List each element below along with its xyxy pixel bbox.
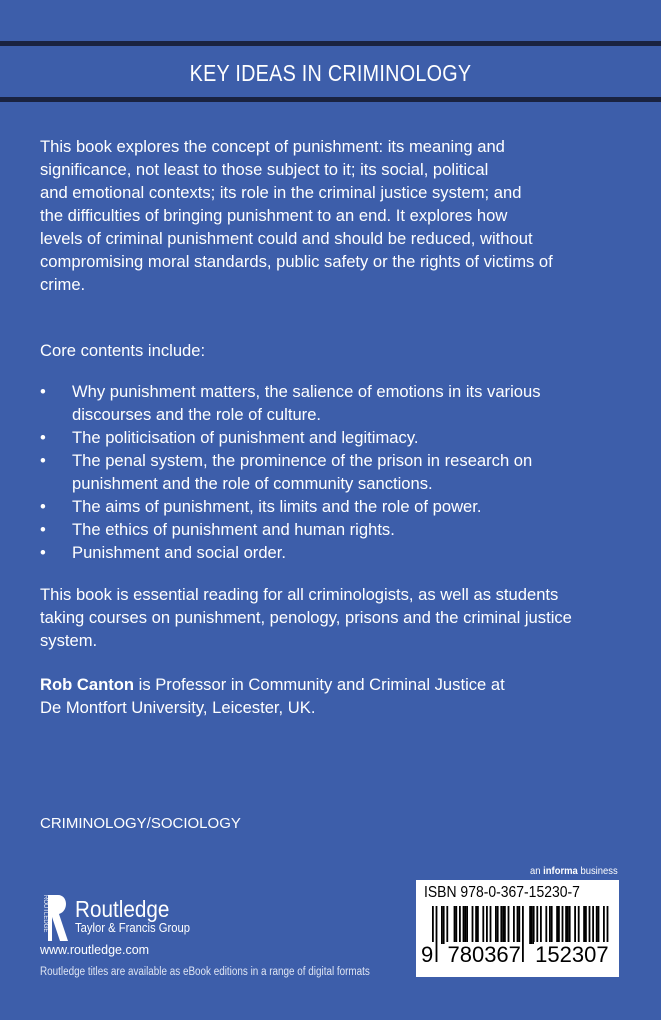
publisher-url[interactable]: www.routledge.com bbox=[40, 943, 150, 957]
top-rule bbox=[0, 41, 661, 46]
barcode-bar bbox=[441, 906, 443, 944]
barcode-bar bbox=[562, 906, 564, 944]
bullet-marker: • bbox=[40, 382, 46, 401]
routledge-logo-icon bbox=[38, 893, 72, 950]
barcode-bar bbox=[455, 906, 457, 944]
barcode-bar bbox=[490, 906, 492, 944]
intro-line: crime. bbox=[40, 275, 86, 294]
author-bio-line2: De Montfort University, Leicester, UK. bbox=[40, 698, 316, 717]
barcode-bar bbox=[574, 906, 576, 944]
bullet-text: The ethics of punishment and human rights. bbox=[72, 520, 395, 539]
barcode-bar bbox=[477, 906, 479, 944]
barcode-bar bbox=[545, 906, 547, 944]
bullet-marker: • bbox=[40, 543, 46, 562]
barcode-bar bbox=[567, 906, 569, 944]
intro-line: and emotional contexts; its role in the criminal justice system; and bbox=[40, 183, 522, 202]
informa-tagline bbox=[530, 865, 618, 877]
barcode-bar bbox=[540, 906, 542, 944]
barcode-bar bbox=[551, 906, 553, 944]
barcode-bar bbox=[533, 906, 535, 944]
barcode-bar bbox=[504, 906, 506, 944]
bullet-marker: • bbox=[40, 497, 46, 516]
barcode-bar bbox=[558, 906, 560, 944]
audience-line: taking courses on punishment, penology, prisons and the criminal justice bbox=[40, 608, 572, 627]
barcode-bar bbox=[497, 906, 499, 944]
svg-text:ROUTLEDGE: ROUTLEDGE bbox=[42, 895, 48, 933]
publisher-group: Taylor & Francis Group bbox=[75, 921, 191, 935]
barcode-bar bbox=[583, 906, 585, 944]
author-bio-text: is Professor in Community and Criminal Justice at bbox=[134, 675, 505, 694]
barcode-bar bbox=[459, 906, 461, 944]
informa-prefix: an bbox=[530, 865, 544, 877]
barcode-bar bbox=[472, 906, 474, 944]
audience-line: system. bbox=[40, 631, 98, 650]
barcode-bar bbox=[464, 906, 466, 944]
barcode-bar bbox=[454, 906, 456, 944]
barcode-digits bbox=[420, 942, 610, 968]
bottom-rule bbox=[0, 97, 661, 102]
barcode-bar bbox=[443, 906, 445, 944]
isbn-barcode bbox=[416, 880, 619, 977]
barcode-bar bbox=[529, 906, 531, 944]
intro-line: This book explores the concept of punishment: its meaning and bbox=[40, 137, 505, 156]
barcode-bar bbox=[556, 906, 558, 944]
bullet-text: punishment and the role of community sanctions. bbox=[72, 474, 433, 493]
barcode-bar bbox=[463, 906, 465, 944]
core-heading: Core contents include: bbox=[40, 341, 206, 360]
barcode-bar bbox=[592, 906, 594, 944]
intro-line: the difficulties of bringing punishment to an end. It explores how bbox=[40, 206, 508, 225]
barcode-bar bbox=[585, 906, 587, 944]
ebook-note: Routledge titles are available as eBook editions in a range of digital formats bbox=[40, 966, 370, 978]
barcode-bar bbox=[598, 906, 600, 944]
barcode-bar bbox=[569, 906, 571, 944]
barcode-digit-group-2: 780367 bbox=[447, 942, 521, 967]
informa-suffix: business bbox=[577, 865, 618, 877]
bullet-text: The aims of punishment, its limits and the role of power. bbox=[72, 497, 482, 516]
barcode-bar bbox=[596, 906, 598, 944]
barcode-bar bbox=[500, 906, 502, 944]
series-title: KEY IDEAS IN CRIMINOLOGY bbox=[189, 60, 472, 86]
barcode-bar bbox=[502, 906, 504, 944]
barcode-bar bbox=[589, 906, 591, 944]
publisher-name: Routledge bbox=[75, 896, 170, 922]
barcode-bar bbox=[508, 906, 510, 944]
barcode-bar bbox=[549, 906, 551, 944]
barcode-bar bbox=[565, 906, 567, 944]
audience-line: This book is essential reading for all criminologists, as well as students bbox=[40, 585, 559, 604]
informa-bold: informa bbox=[543, 865, 578, 877]
isbn-text: ISBN 978-0-367-15230-7 bbox=[424, 884, 580, 901]
bullet-text: Punishment and social order. bbox=[72, 543, 287, 562]
barcode-bar bbox=[513, 906, 515, 944]
bullet-marker: • bbox=[40, 451, 46, 470]
intro-line: levels of criminal punishment could and should be reduced, without bbox=[40, 229, 533, 248]
barcode-digit-1: 9 bbox=[421, 942, 434, 967]
barcode-bar bbox=[578, 906, 580, 944]
bullet-marker: • bbox=[40, 428, 46, 447]
barcode-bar bbox=[466, 906, 468, 944]
barcode-bar bbox=[482, 906, 484, 944]
barcode-bar bbox=[446, 906, 448, 944]
barcode-digit-group-3: 152307 bbox=[535, 942, 609, 967]
bullet-marker: • bbox=[40, 520, 46, 539]
barcode-bar bbox=[495, 906, 497, 944]
barcode-bar bbox=[536, 906, 538, 944]
intro-line: compromising moral standards, public safety or the rights of victims of bbox=[40, 252, 553, 271]
barcode-bar bbox=[475, 906, 477, 944]
bullet-text: The politicisation of punishment and legitimacy. bbox=[72, 428, 419, 447]
bullet-text: Why punishment matters, the salience of emotions in its various bbox=[72, 382, 541, 401]
barcode-bar bbox=[486, 906, 488, 944]
author-bio-line1 bbox=[40, 673, 505, 696]
bullet-text: discourses and the role of culture. bbox=[72, 405, 322, 424]
intro-line: significance, not least to those subject to it; its social, political bbox=[40, 160, 489, 179]
author-name: Rob Canton bbox=[40, 675, 135, 694]
barcode-bar bbox=[531, 906, 533, 944]
category-label: CRIMINOLOGY/SOCIOLOGY bbox=[40, 815, 241, 832]
bullet-text: The penal system, the prominence of the prison in research on bbox=[72, 451, 533, 470]
